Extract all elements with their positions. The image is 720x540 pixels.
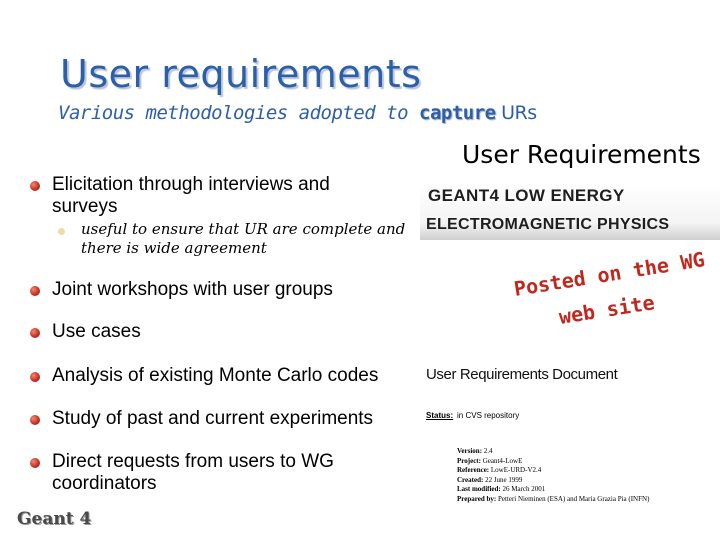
meta-key: Version: [457,447,483,455]
slide-subtitle [58,102,537,124]
status-value: in CVS repository [457,411,520,420]
bullet-marker [30,286,40,296]
bullet-marker [30,458,40,468]
meta-row [457,485,649,495]
bullet-use-cases: Use cases [52,321,141,342]
bullet-text-line: surveys [52,196,118,217]
subtitle-emphasis: capture [419,102,496,124]
sub-bullet-text [81,220,405,258]
bullet-text-line: Direct requests from users to WG [52,451,334,472]
meta-key: Project: [457,456,481,465]
subtitle-suffix: URs [495,102,537,124]
posted-text-line-1: Posted on the WG [512,247,707,301]
banner-line-1: GEANT4 LOW ENERGY [428,186,625,205]
subtitle-prefix: Various methodologies adopted to [58,102,419,124]
meta-value: 22 June 1999 [485,475,523,484]
bullet-marker [30,181,40,191]
bullet-direct-requests [52,451,334,495]
sub-bullet-line: useful to ensure that UR are complete and [81,220,406,238]
meta-row [457,447,649,457]
slide-title: User requirements [60,52,422,96]
meta-row [457,476,649,486]
posted-text-line-2: web site [557,290,657,329]
geant4-logo: Geant 4 [17,509,92,529]
bullet-marker [30,415,40,425]
bullet-marker [30,372,40,382]
sub-bullet-line: there is wide agreement [81,239,267,257]
document-metadata [457,447,649,505]
meta-key: Last modified: [457,485,501,494]
bullet-marker [30,328,40,338]
document-title: User Requirements Document [426,366,618,383]
bullet-study: Study of past and current experiments [52,408,374,429]
meta-value: 2.4 [483,447,493,455]
bullet-text-line: coordinators [52,473,157,494]
bullet-analysis: Analysis of existing Monte Carlo codes [52,365,379,386]
meta-value: Geant4-LowE [482,456,523,465]
status-label: Status: [426,411,454,420]
meta-value: 26 March 2001 [502,485,546,494]
bullet-joint-workshops: Joint workshops with user groups [52,279,333,300]
meta-value: LowE-URD-V2.4 [490,466,542,475]
meta-row [457,466,649,476]
banner-line-2: ELECTROMAGNETIC PHYSICS [426,216,670,233]
bullet-elicitation [52,174,330,218]
meta-key: Reference: [457,466,490,475]
sub-bullet-marker [58,228,65,235]
meta-row [457,457,649,467]
meta-row [457,495,649,505]
bullet-text-line: Elicitation through interviews and [52,174,330,195]
right-panel-heading: User Requirements [462,140,701,169]
meta-key: Prepared by: [457,494,497,503]
meta-key: Created: [457,475,484,484]
meta-value: Petteri Nieminen (ESA) and Maria Grazia Pia (INFN) [497,494,650,503]
